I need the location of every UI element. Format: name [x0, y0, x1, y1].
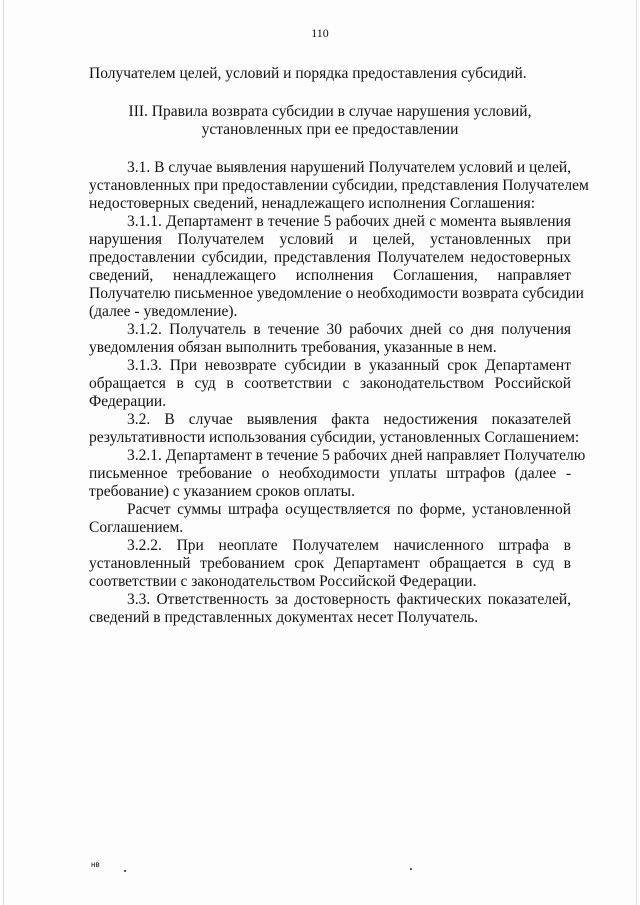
section-heading-line-1: III. Правила возврата субсидии в случае нарушения условий,	[128, 103, 532, 120]
page-number: 110	[311, 26, 329, 40]
scan-edge-right	[636, 0, 637, 905]
body-line: недостоверных сведений, ненадлежащего исполнения Соглашения:	[89, 195, 536, 212]
scan-speck	[410, 868, 412, 870]
body-line: 3.1.2. Получатель в течение 30 рабочих дней со дня получения	[127, 321, 571, 338]
body-line: обращается в суд в соответствии с законодательством Российской	[89, 375, 571, 392]
body-line: уведомления обязан выполнить требования, указанные в нем.	[89, 339, 497, 356]
body-line: 3.2. В случае выявления факта недостижения показателей	[127, 411, 571, 428]
body-line: 3.3. Ответственность за достоверность фактических показателей,	[127, 591, 571, 608]
body-line: результативности использования субсидии, установленных Соглашением:	[89, 429, 580, 446]
body-line: Федерации.	[89, 393, 167, 410]
body-line: установленных при предоставлении субсидии, представления Получателем	[89, 177, 589, 194]
body-line: 3.1.1. Департамент в течение 5 рабочих дней с момента выявления	[127, 213, 571, 230]
body-line: установленный требованием срок Департамент обращается в суд в	[89, 555, 571, 572]
carryover-text: Получателем целей, условий и порядка предоставления субсидий.	[89, 65, 527, 82]
body-line: письменное требование о необходимости уплаты штрафов (далее -	[89, 465, 571, 482]
body-line: 3.1.3. При невозврате субсидии в указанный срок Департамент	[127, 357, 571, 374]
body-line: требование) с указанием сроков оплаты.	[89, 483, 355, 500]
scan-speck	[124, 870, 126, 872]
body-line: Расчет суммы штрафа осуществляется по форме, установленной	[127, 501, 571, 518]
body-line: сведений, ненадлежащего исполнения Соглашения, направляет	[89, 267, 571, 284]
body-line: 3.2.1. Департамент в течение 5 рабочих дней направляет Получателю	[127, 447, 586, 464]
body-line: Получателю письменное уведомление о необходимости возврата субсидии	[89, 285, 584, 302]
section-heading-line-2: установленных при ее предоставлении	[201, 121, 459, 138]
body-line: сведений в представленных документах несет Получатель.	[89, 609, 479, 626]
scan-edge-left	[3, 0, 4, 905]
body-line: (далее - уведомление).	[89, 303, 238, 320]
body-line: 3.2.2. При неоплате Получателем начисленного штрафа в	[127, 537, 571, 554]
body-line: Соглашением.	[89, 519, 184, 536]
body-line: 3.1. В случае выявления нарушений Получателем условий и целей,	[127, 159, 571, 176]
body-line: нарушения Получателем условий и целей, установленных при	[89, 231, 571, 248]
body-line: предоставлении субсидии, представления Получателем недостоверных	[89, 249, 571, 266]
footer-mark: нв	[91, 860, 100, 869]
body-line: соответствии с законодательством Российской Федерации.	[89, 573, 477, 590]
